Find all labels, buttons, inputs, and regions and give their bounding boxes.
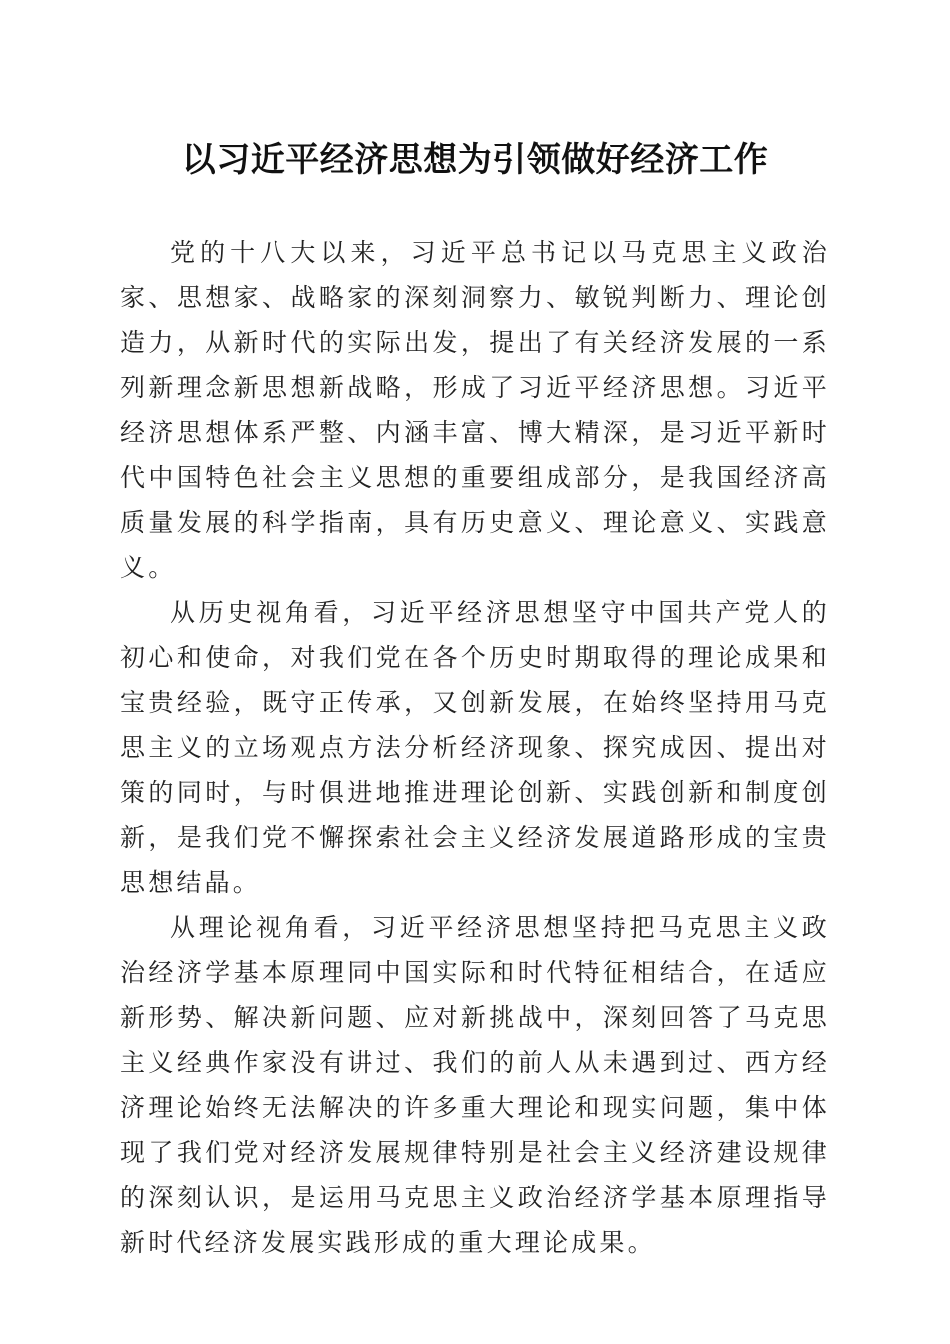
paragraph-historical-perspective: 从历史视角看，习近平经济思想坚守中国共产党人的初心和使命，对我们党在各个历史时期取得的理论成果和宝贵经验，既守正传承，又创新发展，在始终坚持用马克思主义的立场观点方法分析经济现象、探究成因、提出对策的同时，与时俱进地推进理论创新、实践创新和制度创新，是我们党不懈探索社会主义经济发展道路形成的宝贵思想结晶。 xyxy=(120,598,830,897)
document-body xyxy=(120,230,830,1265)
paragraph-theoretical-perspective: 从理论视角看，习近平经济思想坚持把马克思主义政治经济学基本原理同中国实际和时代特征相结合，在适应新形势、解决新问题、应对新挑战中，深刻回答了马克思主义经典作家没有讲过、我们的前人从未遇到过、西方经济理论始终无法解决的许多重大理论和现实问题，集中体现了我们党对经济发展规律特别是社会主义经济建设规律的深刻认识，是运用马克思主义政治经济学基本原理指导新时代经济发展实践形成的重大理论成果。 xyxy=(120,913,830,1257)
document-title: 以习近平经济思想为引领做好经济工作 xyxy=(181,140,769,180)
paragraph-intro: 党的十八大以来，习近平总书记以马克思主义政治家、思想家、战略家的深刻洞察力、敏锐判断力、理论创造力，从新时代的实际出发，提出了有关经济发展的一系列新理念新思想新战略，形成了习近平经济思想。习近平经济思想体系严整、内涵丰富、博大精深，是习近平新时代中国特色社会主义思想的重要组成部分，是我国经济高质量发展的科学指南，具有历史意义、理论意义、实践意义。 xyxy=(120,238,830,582)
